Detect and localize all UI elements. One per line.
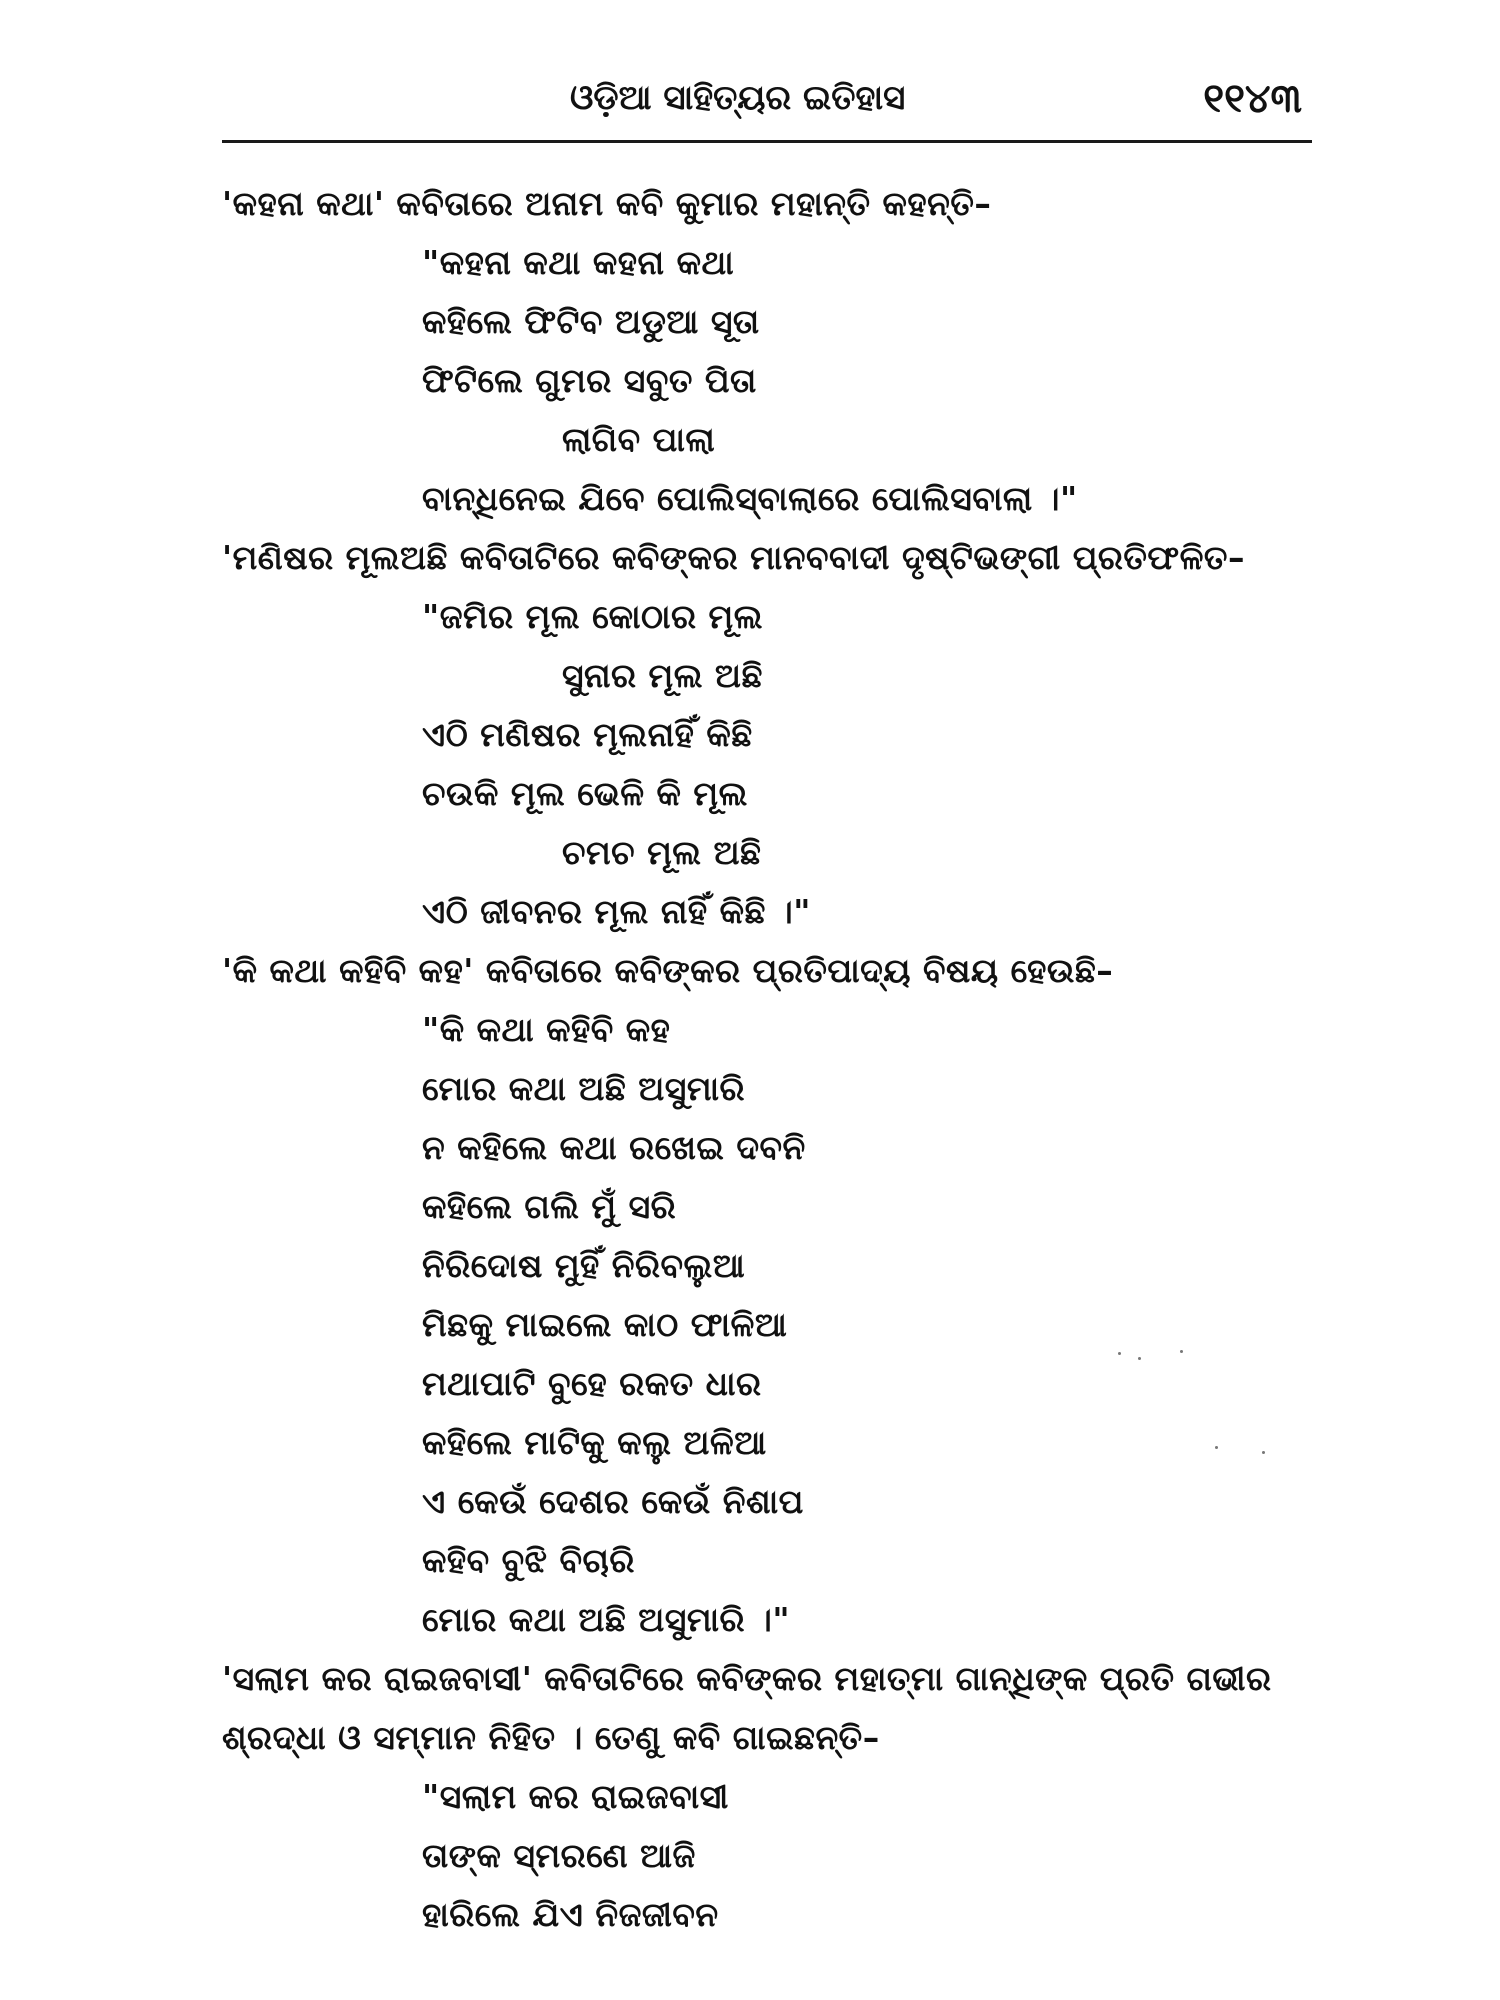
verse-line: ଏଠି ମଣିଷର ମୂଲନାହିଁ କିଛି: [422, 715, 753, 754]
scan-speck: [1180, 1350, 1183, 1353]
page-number: ୧୧୪୩: [1203, 76, 1302, 122]
verse-line: ମୋର କଥା ଅଛି ଅସୁମାରି ।": [422, 1600, 791, 1639]
verse-line: ଫିଟିଲେ ଗୁମର ସବୁତ ପିତା: [422, 361, 757, 400]
verse-line: ମୋର କଥା ଅଛି ଅସୁମାରି: [422, 1069, 746, 1108]
scan-speck: [1262, 1451, 1265, 1454]
paragraph-line: 'ସଲାମ କର ରାଇଜବାସୀ' କବିତାଟିରେ କବିଙ୍କର ମହାତ୍ମା ଗାନ୍ଧିଙ୍କ ପ୍ରତି ଗଭୀର: [222, 1659, 1272, 1698]
verse-line: ବାନ୍ଧିନେଇ ଯିବେ ପୋଲିସ୍‌ବାଲାରେ ପୋଲିସବାଲା ।": [422, 479, 1078, 518]
verse-line: ଚମଚ ମୂଲ ଅଛି: [562, 833, 762, 872]
verse-line: "ଜମିର ମୂଲ କୋଠାର ମୂଲ: [422, 597, 763, 636]
paragraph-line: ଶ୍ରଦ୍ଧା ଓ ସମ୍ମାନ ନିହିତ । ତେଣୁ କବି ଗାଇଛନ୍ତି–: [222, 1718, 880, 1757]
paragraph-line: 'ମଣିଷର ମୂଲଅଛି କବିତାଟିରେ କବିଙ୍କର ମାନବବାଦୀ ଦୃଷ୍ଟିଭଙ୍ଗୀ ପ୍ରତିଫଳିତ–: [222, 538, 1245, 577]
verse-line: ନିରିଦୋଷ ମୁହିଁ ନିରିବଲୁଆ: [422, 1246, 746, 1285]
verse-line: ମଥାପାଟି ବୁହେ ରକତ ଧାର: [422, 1364, 762, 1403]
book-title: ଓଡ଼ିଆ ସାହିତ୍ୟର ଇତିହାସ: [570, 78, 906, 118]
verse-line: ତାଙ୍କ ସ୍ମରଣେ ଆଜି: [422, 1836, 696, 1875]
verse-line: ଏଠି ଜୀବନର ମୂଲ ନାହିଁ କିଛି ।": [422, 892, 811, 931]
verse-line: ଚଉକି ମୂଲ ଭେଳି କି ମୂଲ: [422, 774, 748, 813]
verse-line: ହାରିଲେ ଯିଏ ନିଜଜୀବନ: [422, 1895, 719, 1934]
scan-speck: [1118, 1352, 1121, 1355]
verse-line: "ସଲାମ କର ରାଇଜବାସୀ: [422, 1777, 729, 1816]
verse-line: କହିବ ବୁଝି ବିଚାରି: [422, 1541, 635, 1580]
scan-speck: [1215, 1446, 1218, 1449]
scan-speck: [1138, 1357, 1141, 1360]
verse-line: ଏ କେଉଁ ଦେଶର କେଉଁ ନିଶାପ: [422, 1482, 804, 1521]
verse-line: ନ କହିଲେ କଥା ରଖେଇ ଦବନି: [422, 1128, 806, 1167]
paragraph-line: 'କହନା କଥା' କବିତାରେ ଅନାମ କବି କୁମାର ମହାନ୍ତି କହନ୍ତି–: [222, 184, 992, 223]
verse-line: ଲାଗିବ ପାଲା: [562, 420, 716, 459]
verse-line: "କହନା କଥା କହନା କଥା: [422, 243, 735, 282]
paragraph-line: 'କି କଥା କହିବି କହ' କବିତାରେ କବିଙ୍କର ପ୍ରତିପାଦ୍ୟ ବିଷୟ ହେଉଛି–: [222, 951, 1114, 990]
verse-line: ମିଛକୁ ମାଇଲେ କାଠ ଫାଳିଆ: [422, 1305, 788, 1344]
verse-line: କହିଲେ ଫିଟିବ ଅଡୁଆ ସୂତା: [422, 302, 760, 341]
verse-line: କହିଲେ ଗଲି ମୁଁ ସରି: [422, 1187, 677, 1226]
verse-line: "କି କଥା କହିବି କହ: [422, 1010, 671, 1049]
verse-line: କହିଲେ ମାଟିକୁ କଲୁ ଅଳିଆ: [422, 1423, 767, 1462]
verse-line: ସୁନାର ମୂଲ ଅଛି: [562, 656, 763, 695]
